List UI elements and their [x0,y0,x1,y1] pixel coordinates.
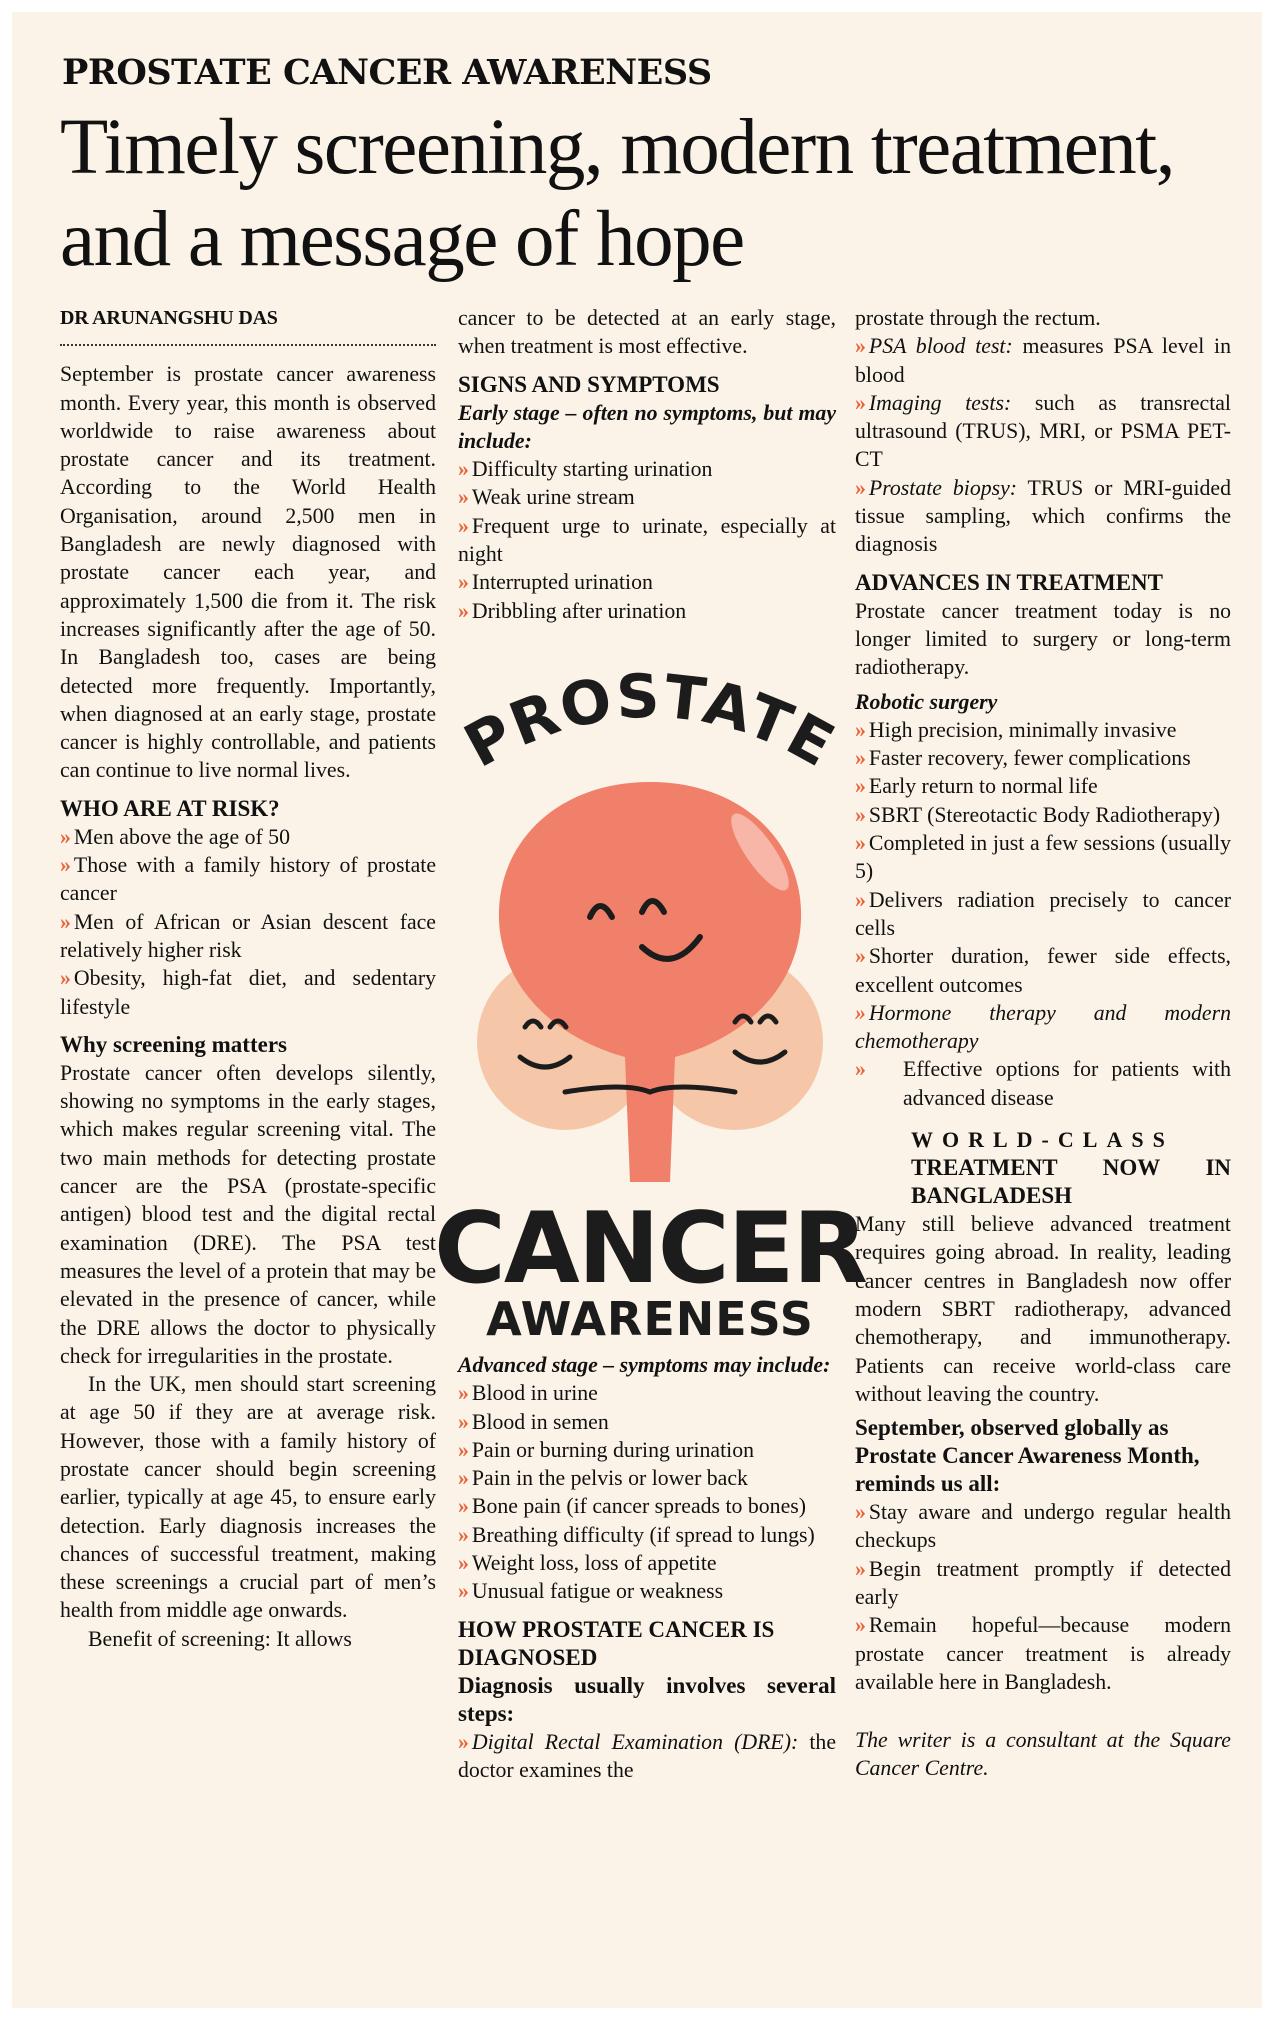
world-class-box [911,1126,1231,1210]
list-item: » Faster recovery, fewer complications [855,746,1191,771]
why-heading: Why screening matters [60,1031,287,1057]
list-item: » Prostate biopsy: TRUS or MRI-guided tissue sampling, which confirms the diagnosis [855,475,1231,557]
byline: DR ARUNANGSHU DAS [60,304,436,346]
double-chevron-icon: » [855,334,863,359]
why-paragraph-2: In the UK, men should start screening at age 50 if they are at average risk. However, those with a family history of prostate cancer should begin screening earlier, typically at age 45, to ensure early detection. Early diagnosis increases the chances of successful treatment, making these screenings a crucial part of men’s health from middle age onwards. [60,1372,436,1623]
awareness-illustration [400,662,900,1346]
double-chevron-icon: » [855,746,863,771]
double-chevron-icon: » [855,1057,863,1082]
double-chevron-icon: » [60,909,68,934]
list-item: » Men above the age of 50 [60,824,290,849]
diagnosis-subheading: Diagnosis usually involves several steps: [458,1672,836,1726]
list-item: » Begin treatment promptly if detected early [855,1556,1231,1609]
list-item: » Stay aware and undergo regular health checkups [855,1500,1231,1553]
list-item: » Hormone therapy and modern chemotherapy [855,1000,1231,1054]
double-chevron-icon: » [458,1466,466,1491]
list-item: » Completed in just a few sessions (usually 5) [855,831,1231,884]
intro-paragraph: September is prostate cancer awareness month. Every year, this month is observed worldwide to raise awareness about prostate cancer and its treatment. According to the World Health Organisation, around 2,500 men in Bangladesh are newly diagnosed with prostate cancer each year, and approximately 1,500 die from it. The risk increases significantly after the age of 50. In Bangladesh too, cases are being detected more frequently. Importantly, when diagnosed at an early stage, prostate cancer is highly controllable, and patients can continue to live normal lives. [60,362,436,783]
list-item: » Pain or burning during urination [458,1437,755,1462]
list-item: » Early return to normal life [855,774,1098,799]
why-paragraph-1: Prostate cancer often develops silently, showing no symptoms in the early stages, which makes regular screening vital. The two main methods for detecting prostate cancer are the PSA (prostate-specific antigen) blood test and the digital rectal examination (DRE). The PSA test measures the level of a protein that may be elevated in the presence of cancer, while the DRE allows the doctor to physically check for irregularities in the prostate. [60,1060,436,1368]
double-chevron-icon: » [458,485,466,510]
double-chevron-icon: » [458,1551,466,1576]
risk-heading: WHO ARE AT RISK? [60,795,280,821]
list-item: » PSA blood test: measures PSA level in blood [855,334,1231,387]
double-chevron-icon: » [855,1556,863,1581]
continued-text: cancer to be detected at an early stage, when treatment is most effective. [458,306,836,359]
why-paragraph-3: Benefit of screening: It allows [88,1626,352,1651]
list-item: » Bone pain (if cancer spreads to bones) [458,1494,807,1519]
list-item: » Blood in semen [458,1409,609,1434]
list-item: » Those with a family history of prostate cancer [60,853,436,906]
newspaper-page [12,12,1262,2008]
double-chevron-icon: » [458,1381,466,1406]
list-item: » SBRT (Stereotactic Body Radiotherapy) [855,802,1221,827]
double-chevron-icon: » [458,598,466,623]
double-chevron-icon: » [458,457,466,482]
treatment-paragraph: Prostate cancer treatment today is no longer limited to surgery or long-term radiotherapy. [855,598,1231,680]
arc-title: PROSTATE [453,662,847,782]
double-chevron-icon: » [855,1500,863,1525]
september-heading: September, observed globally as Prostate Cancer Awareness Month, reminds us all: [855,1415,1200,1497]
double-chevron-icon: » [458,1729,466,1754]
column-3 [855,304,1231,1783]
double-chevron-icon: » [855,887,863,912]
double-chevron-icon: » [855,774,863,799]
double-chevron-icon: » [458,513,466,538]
double-chevron-icon: » [855,944,863,969]
list-item: » Delivers radiation precisely to cancer cells [855,887,1231,940]
column-1 [60,304,436,1653]
double-chevron-icon: » [855,802,863,827]
writer-note: The writer is a consultant at the Square Cancer Centre. [855,1728,1231,1781]
treatment-heading: ADVANCES IN TREATMENT [855,569,1164,595]
double-chevron-icon: » [855,1613,863,1638]
cancer-wordmark: CANCER [433,1192,867,1306]
list-item: » Weak urine stream [458,485,635,510]
double-chevron-icon: » [855,1000,863,1025]
prostate-mascot-icon [400,662,900,1202]
double-chevron-icon: » [458,1494,466,1519]
early-stage-label: Early stage – often no symptoms, but may include: [458,400,836,453]
continued-text: prostate through the rectum. [855,306,1101,330]
awareness-wordmark: AWARENESS [486,1292,814,1346]
list-item: » Weight loss, loss of appetite [458,1551,717,1576]
list-item: » Remain hopeful—because modern prostate cancer treatment is already available here in Bangladesh. [855,1613,1231,1694]
double-chevron-icon: » [60,966,68,991]
double-chevron-icon: » [458,1437,466,1462]
double-chevron-icon: » [855,475,863,500]
signs-heading: SIGNS AND SYMPTOMS [458,371,720,397]
list-item: » Shorter duration, fewer side effects, excellent outcomes [855,944,1231,997]
world-class-heading-2: TREATMENT NOW IN BANGLADESH [911,1155,1231,1209]
double-chevron-icon: » [458,1522,466,1547]
list-item: » Blood in urine [458,1381,598,1406]
kicker: PROSTATE CANCER AWARENESS [62,52,712,93]
double-chevron-icon: » [458,1579,466,1604]
list-item: » Dribbling after urination [458,598,687,623]
double-chevron-icon: » [855,390,863,415]
list-item: » Men of African or Asian descent face relatively higher risk [60,909,436,962]
list-item: » Interrupted urination [458,570,653,595]
world-class-heading-1: WORLD-CLASS [911,1127,1174,1153]
double-chevron-icon: » [855,831,863,856]
double-chevron-icon: » [458,570,466,595]
list-item: » High precision, minimally invasive [855,717,1177,742]
list-item: » Frequent urge to urinate, especially at night [458,513,836,567]
list-item: » Effective options for patients with advanced disease [855,1057,1231,1110]
headline: Timely screening, modern treatment, and a message of hope [60,104,1174,283]
double-chevron-icon: » [855,717,863,742]
world-class-paragraph: Many still believe advanced treatment requires going abroad. In reality, leading cancer centres in Bangladesh now offer modern SBRT radiotherapy, advanced chemotherapy, and immunotherapy. Patients can receive world-class care without leaving the country. [855,1212,1231,1406]
list-item: » Unusual fatigue or weakness [458,1579,724,1604]
list-item: » Imaging tests: such as transrectal ultrasound (TRUS), MRI, or PSMA PET-CT [855,390,1231,472]
list-item: » Pain in the pelvis or lower back [458,1466,748,1491]
double-chevron-icon: » [60,824,68,849]
list-item: » Digital Rectal Examination (DRE): the doctor examines the [458,1729,836,1782]
double-chevron-icon: » [60,853,68,878]
list-item: » Obesity, high-fat diet, and sedentary lifestyle [60,966,436,1019]
diagnosis-heading: HOW PROSTATE CANCER IS DIAGNOSED [458,1616,775,1670]
double-chevron-icon: » [458,1409,466,1434]
list-item: » Difficulty starting urination [458,457,713,482]
advanced-stage-label: Advanced stage – symptoms may include: [458,1352,831,1377]
robotic-heading: Robotic surgery [855,689,998,714]
list-item: » Breathing difficulty (if spread to lungs) [458,1522,815,1547]
